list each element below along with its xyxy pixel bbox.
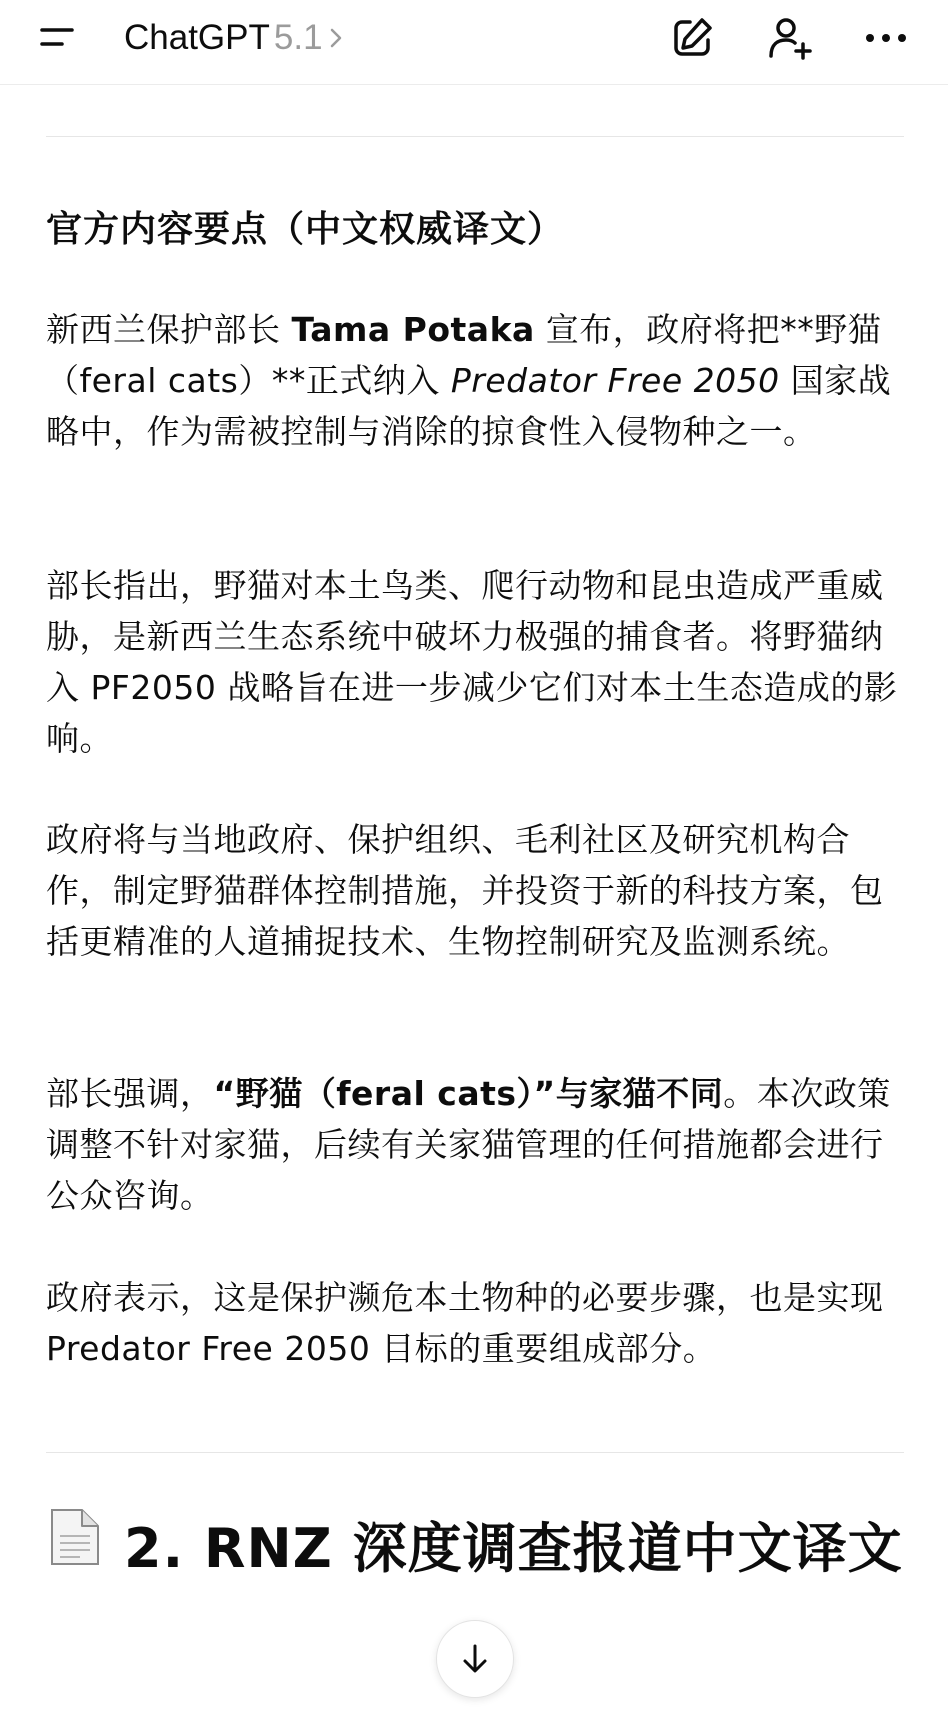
paragraph-4	[46, 1068, 906, 1221]
divider	[46, 136, 904, 137]
add-person-icon[interactable]	[766, 14, 814, 62]
p4-text-a: 部长强调，	[46, 1074, 214, 1113]
app-name: ChatGPT	[124, 18, 270, 57]
next-section-title: 2. RNZ 深度调查报道中文译文	[124, 1517, 903, 1580]
top-bar	[0, 0, 948, 85]
model-selector[interactable]	[124, 16, 345, 60]
p1-text-e: 国家战略中，作为需被控制与消除的掠食性入侵物种之一。	[46, 361, 892, 451]
p4-text-c: 。本次政策调整不针对家猫，后续有关家猫管理的任何措施都会进行公众咨询。	[46, 1074, 891, 1215]
p1-strategy-name: Predator Free 2050	[450, 361, 780, 400]
more-icon[interactable]	[862, 14, 910, 62]
arrow-down-icon	[457, 1641, 493, 1677]
paragraph-2: 部长指出，野猫对本土鸟类、爬行动物和昆虫造成严重威胁，是新西兰生态系统中破坏力极强的捕食者。将野猫纳入 PF2050 战略旨在进一步减少它们对本土生态造成的影响。	[46, 566, 898, 758]
document-icon	[46, 1506, 104, 1591]
p1-minister-name: Tama Potaka	[291, 310, 535, 349]
divider	[46, 1452, 904, 1453]
model-version: 5.1	[273, 18, 323, 57]
menu-icon[interactable]	[38, 18, 86, 58]
p1-text-c: 宣布，政府将把**野猫（feral cats）**正式纳入	[46, 310, 882, 400]
section-heading: 官方内容要点（中文权威译文）	[46, 209, 565, 250]
new-chat-icon[interactable]	[668, 14, 716, 62]
paragraph-1	[46, 304, 906, 457]
chevron-right-icon	[327, 25, 345, 51]
paragraph-3: 政府将与当地政府、保护组织、毛利社区及研究机构合作，制定野猫群体控制措施，并投资于新的科技方案，包括更精准的人道捕捉技术、生物控制研究及监测系统。	[46, 820, 884, 961]
paragraph-5: 政府表示，这是保护濒危本土物种的必要步骤，也是实现 Predator Free 2050 目标的重要组成部分。	[46, 1278, 884, 1368]
scroll-down-button[interactable]	[436, 1620, 514, 1698]
next-section-heading	[46, 1508, 906, 1591]
p1-text-a: 新西兰保护部长	[46, 310, 292, 349]
p4-emphasis: “野猫（feral cats）”与家猫不同	[213, 1074, 724, 1113]
